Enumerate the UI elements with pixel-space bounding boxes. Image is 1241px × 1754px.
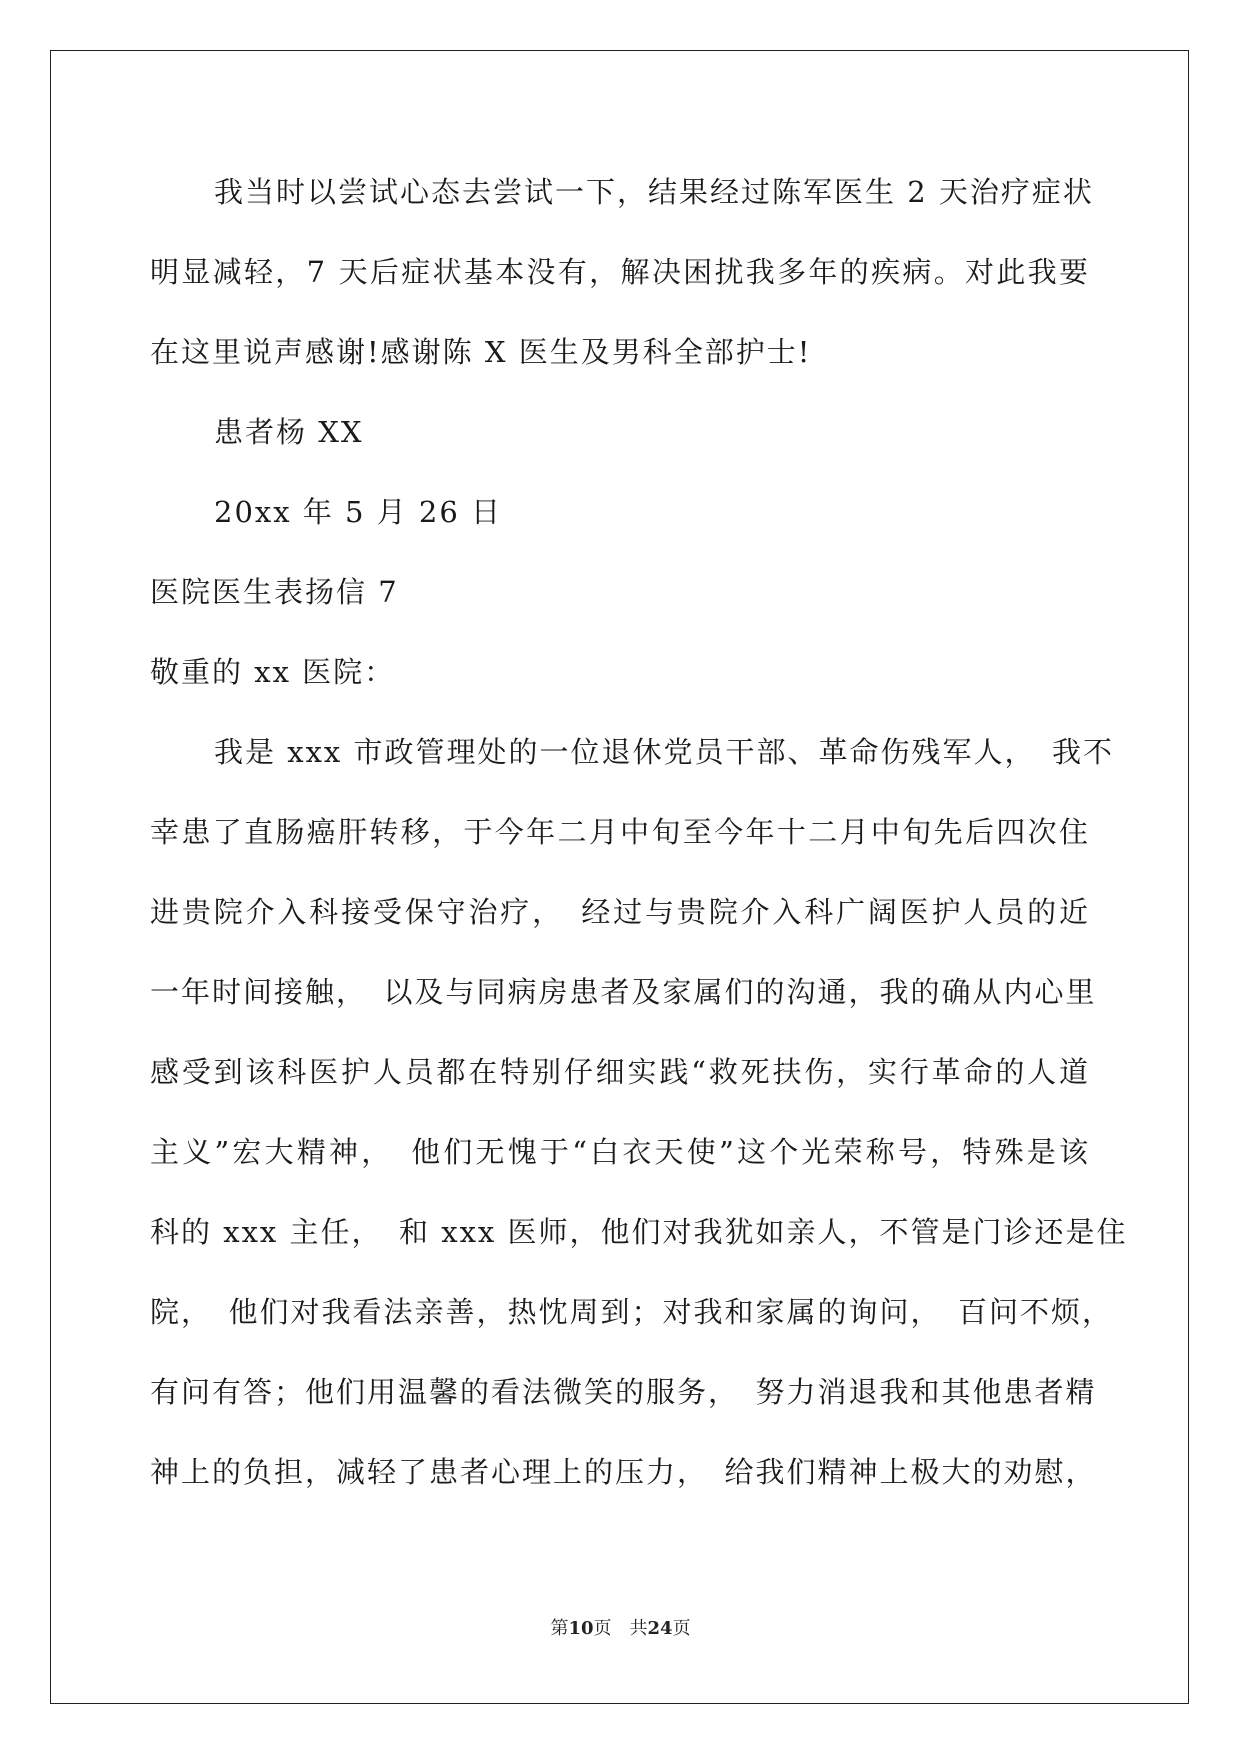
page-current: 10 — [568, 1618, 594, 1639]
page-footer — [0, 1614, 1241, 1640]
total-prefix: 共 — [629, 1618, 648, 1639]
paragraph-line: 幸患了直肠癌肝转移，于今年二月中旬至今年十二月中旬先后四次住 — [150, 815, 1090, 849]
salutation: 敬重的 xx 医院： — [150, 655, 396, 689]
document-body — [150, 152, 1128, 1512]
paragraph-line: 在这里说声感谢!感谢陈 X 医生及男科全部护士! — [150, 335, 812, 369]
paragraph-line: 明显减轻，7 天后症状基本没有，解决困扰我多年的疾病。对此我要 — [150, 255, 1090, 289]
paragraph-line: 有问有答；他们用温馨的看法微笑的服务， 努力消退我和其他患者精 — [150, 1375, 1097, 1409]
paragraph-line: 进贵院介入科接受保守治疗， 经过与贵院介入科广阔医护人员的近 — [150, 895, 1090, 929]
signature-name: 患者杨 XX — [214, 415, 364, 449]
paragraph-line: 感受到该科医护人员都在特别仔细实践“救死扶伤，实行革命的人道 — [150, 1055, 1090, 1089]
paragraph-line: 我是 xxx 市政管理处的一位退休党员干部、革命伤残军人， 我不 — [214, 735, 1115, 769]
paragraph-line: 科的 xxx 主任， 和 xxx 医师，他们对我犹如亲人，不管是门诊还是住 — [150, 1215, 1128, 1249]
paragraph-line: 我当时以尝试心态去尝试一下，结果经过陈军医生 2 天治疗症状 — [214, 175, 1094, 209]
section-title: 医院医生表扬信 7 — [150, 575, 399, 609]
paragraph-line: 一年时间接触， 以及与同病房患者及家属们的沟通，我的确从内心里 — [150, 975, 1097, 1009]
total-label: 页 — [672, 1618, 691, 1639]
page-label: 页 — [593, 1618, 612, 1639]
paragraph-line: 神上的负担，减轻了患者心理上的压力， 给我们精神上极大的劝慰， — [150, 1455, 1097, 1489]
signature-date: 20xx 年 5 月 26 日 — [214, 495, 503, 529]
page-total: 24 — [647, 1618, 673, 1639]
paragraph-line: 主义”宏大精神， 他们无愧于“白衣天使”这个光荣称号，特殊是该 — [150, 1135, 1090, 1169]
paragraph-line: 院， 他们对我看法亲善，热忱周到；对我和家属的询问， 百问不烦， — [150, 1295, 1114, 1329]
page-prefix: 第 — [550, 1618, 569, 1639]
